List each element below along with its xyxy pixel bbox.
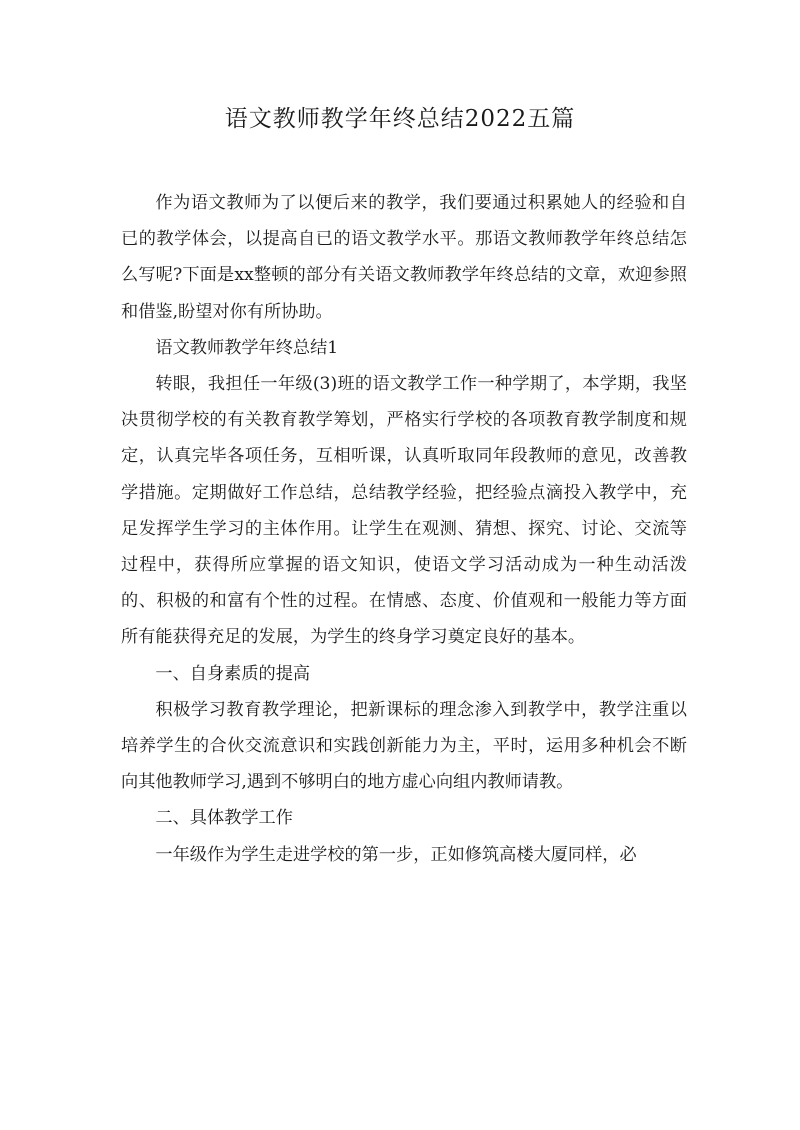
body-paragraph: 积极学习教育教学理论，把新课标的理念渗入到教学中，教学注重以培养学生的合伙交流意识和实践创新能力为主，平时，运用多种机会不断向其他教师学习,遇到不够明白的地方虚心向组内教师请教。 (121, 699, 687, 793)
body-paragraph: 一年级作为学生走进学校的第一步，正如修筑高楼大厦同样，必 (155, 844, 637, 865)
section-heading-self-quality: 一、自身素质的提高 (155, 663, 311, 684)
intro-paragraph: 作为语文教师为了以便后来的教学，我们要通过积累她人的经验和自已的教学体会，以提高自已的语文教学水平。那语文教师教学年终总结怎么写呢?下面是xx整顿的部分有关语文教师教学年终总结的文章，欢迎参照和借鉴,盼望对你有所协助。 (121, 193, 687, 322)
document-body (121, 185, 687, 873)
section-title-summary-1: 语文教师教学年终总结1 (155, 337, 339, 358)
document-title: 语文教师教学年终总结2022五篇 (224, 106, 576, 132)
body-paragraph: 转眼，我担任一年级(3)班的语文教学工作一种学期了，本学期，我坚决贯彻学校的有关教育教学筹划，严格实行学校的各项教育教学制度和规定，认真完毕各项任务，互相听课，认真听取同年段教师的意见，改善教学措施。定期做好工作总结，总结教学经验，把经验点滴投入教学中，充足发挥学生学习的主体作用。让学生在观测、猜想、探究、讨论、交流等过程中，获得所应掌握的语文知识，使语文学习活动成为一种生动活泼的、积极的和富有个性的过程。在情感、态度、价值观和一般能力等方面所有能获得充足的发展，为学生的终身学习奠定良好的基本。 (121, 374, 687, 648)
section-heading-teaching-work: 二、具体教学工作 (155, 808, 293, 829)
